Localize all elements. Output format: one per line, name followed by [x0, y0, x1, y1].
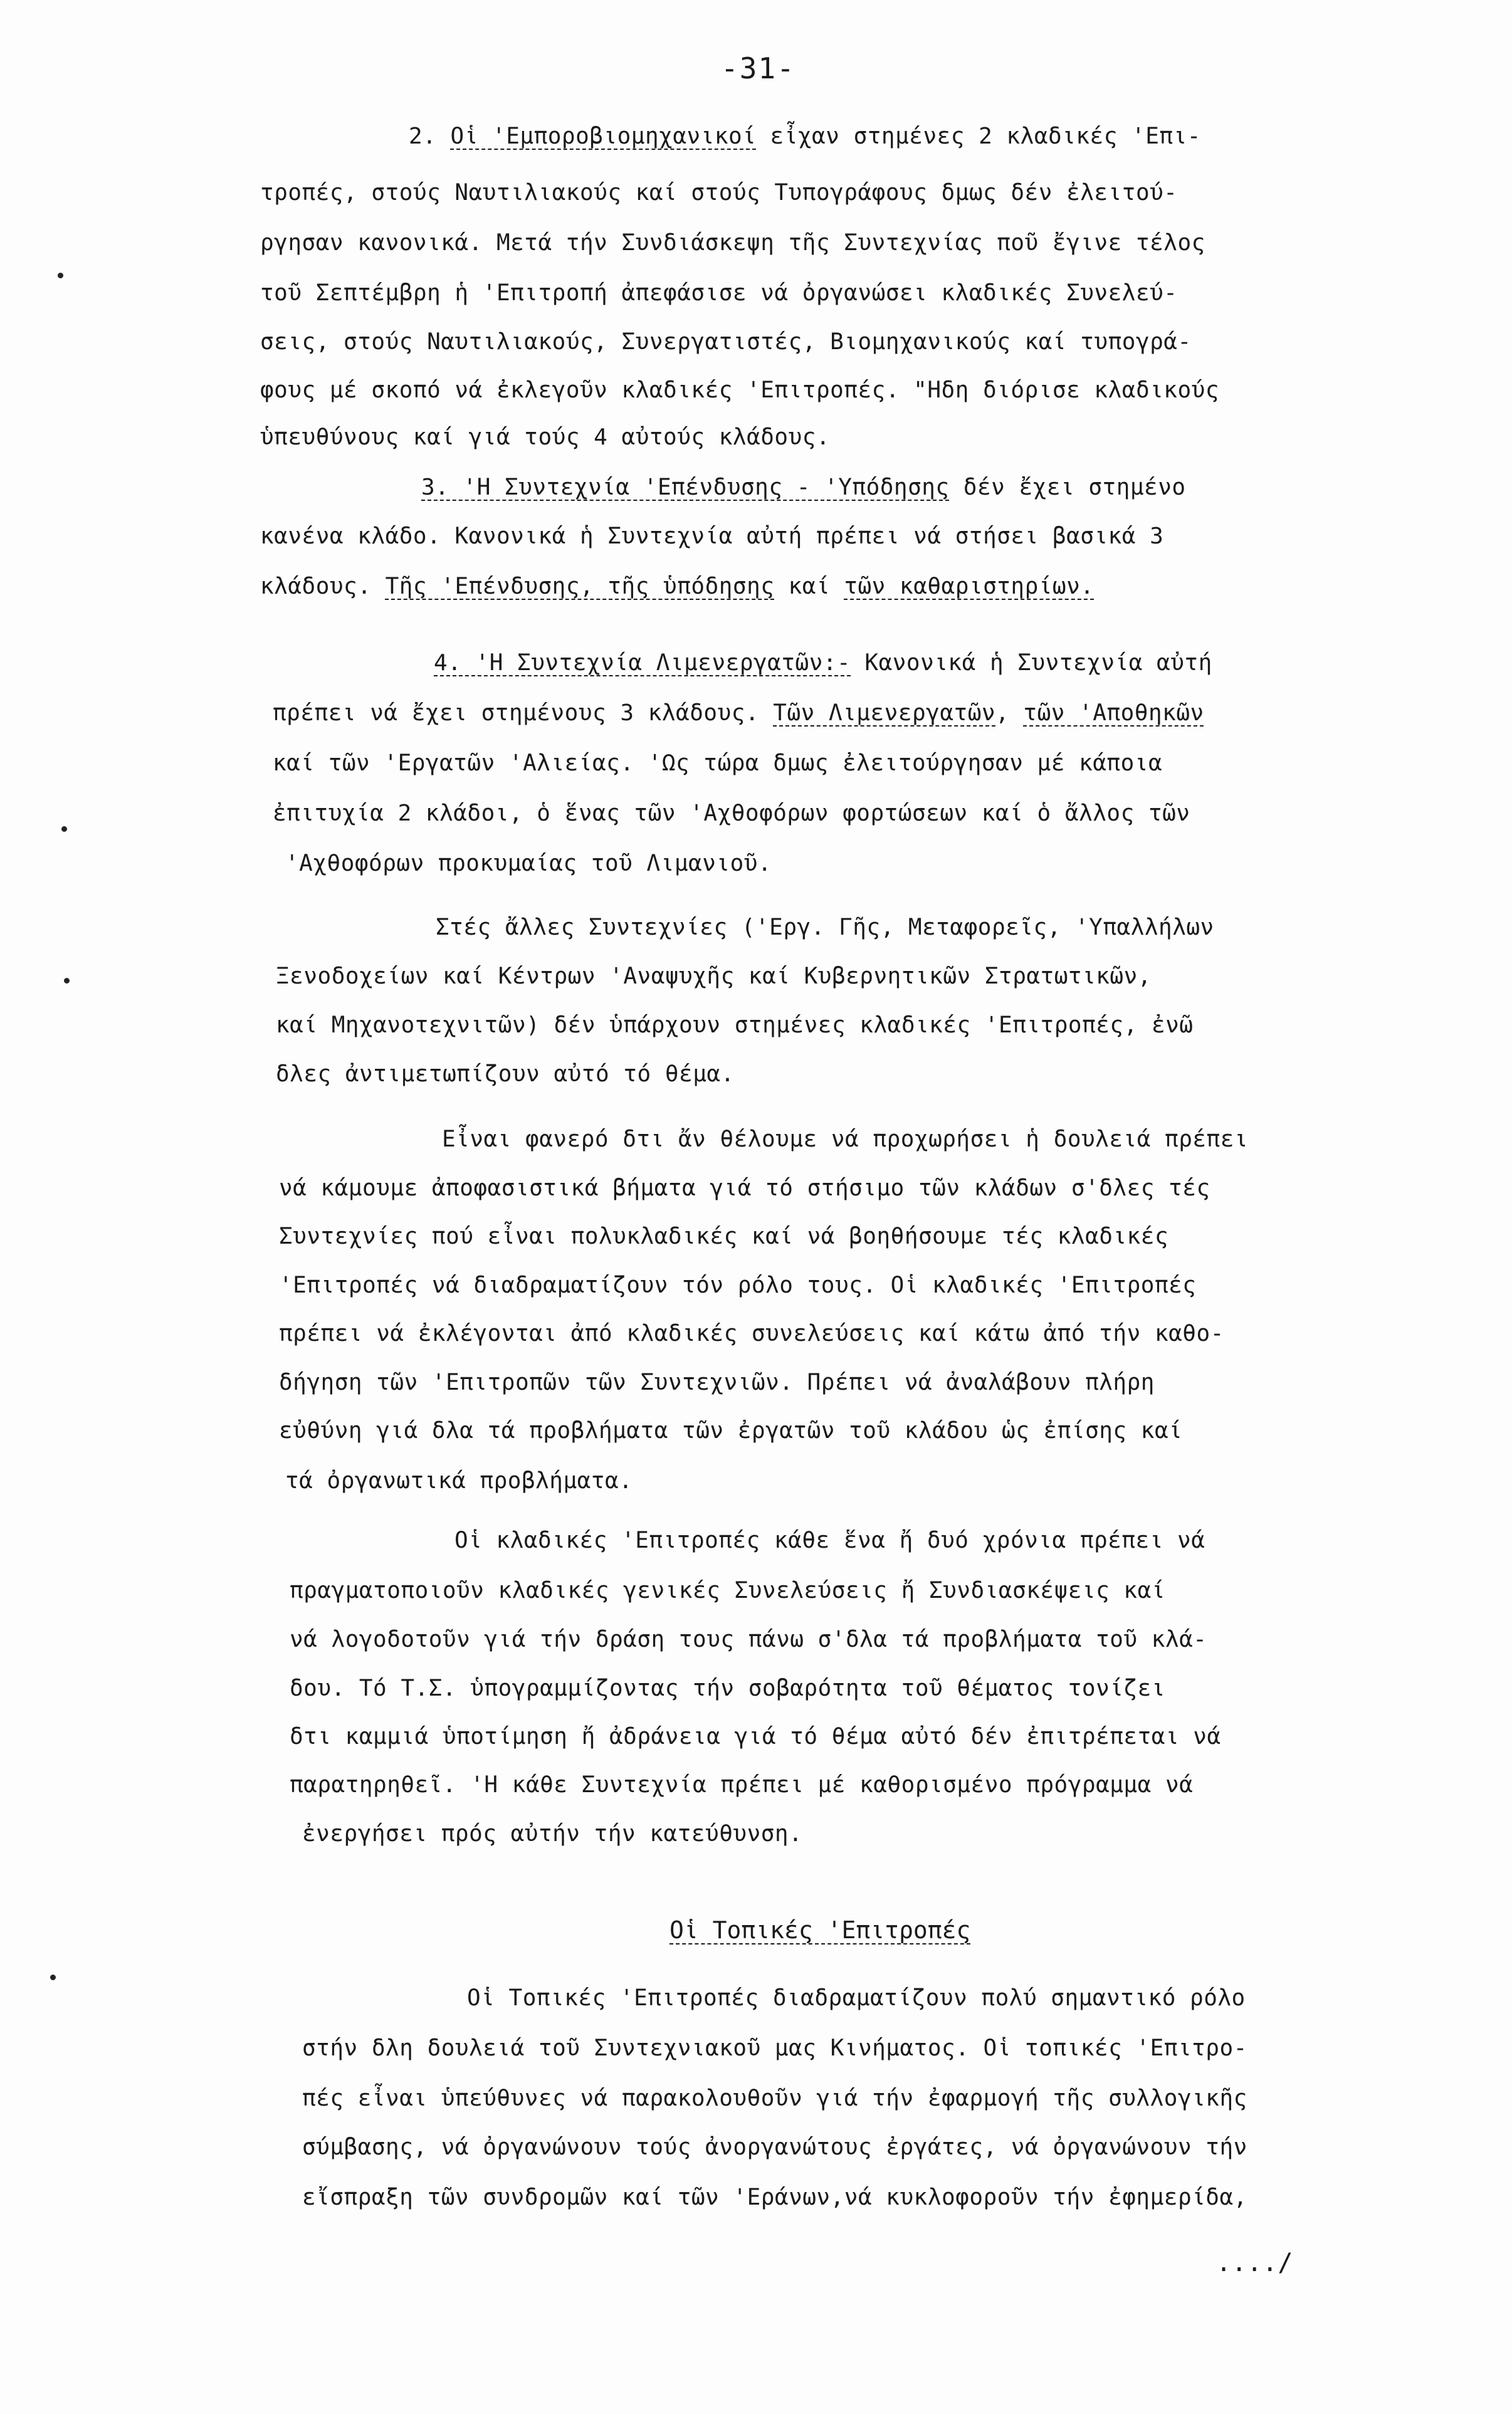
paragraph-6-line-2: πραγματοποιοῦν κλαδικές γενικές Συνελεύσεις ἤ Συνδιασκέψεις καί	[290, 1578, 1165, 1603]
underlined-phrase: τῶν καθαριστηρίων.	[844, 574, 1095, 599]
paragraph-4-line-1: Στές ἄλλες Συντεχνίες ('Εργ. Γῆς, Μεταφορεῖς, 'Υπαλλήλων	[436, 915, 1214, 940]
margin-dot	[58, 273, 63, 278]
continuation-marker: ..../	[1216, 2249, 1293, 2277]
underlined-phrase: 3. 'Η Συντεχνία 'Επένδυσης - 'Υπόδησης	[421, 475, 950, 500]
paragraph-1-line-3: ργησαν κανονικά. Μετά τήν Συνδιάσκεψη τῆς Συντεχνίας ποῦ ἔγινε τέλος	[260, 230, 1205, 256]
paragraph-5-line-1: Εἶναι φανερό δτι ἄν θέλουμε νά προχωρήσει ἡ δουλειά πρέπει	[442, 1126, 1249, 1152]
paragraph-6-line-4: δου. Τό Τ.Σ. ὑπογραμμίζοντας τήν σοβαρότητα τοῦ θέματος τονίζει	[290, 1676, 1165, 1701]
paragraph-3-line-4: ἐπιτυχία 2 κλάδοι, ὁ ἕνας τῶν 'Αχθοφόρων φορτώσεων καί ὁ ἄλλος τῶν	[273, 800, 1190, 826]
paragraph-3-line-3: καί τῶν 'Εργατῶν 'Αλιείας. 'Ως τώρα δμως ἐλειτούργησαν μέ κάποια	[273, 750, 1163, 776]
paragraph-6-line-7: ἐνεργήσει πρός αὐτήν τήν κατεύθυνση.	[302, 1821, 803, 1847]
margin-dot	[64, 978, 70, 984]
paragraph-3-line-1: 4. 'Η Συντεχνία Λιμενεργατῶν:- Κανονικά ἡ Συντεχνία αὐτή	[434, 650, 1212, 676]
paragraph-4-line-2: Ξενοδοχείων καί Κέντρων 'Αναψυχῆς καί Κυβερνητικῶν Στρατωτικῶν,	[276, 963, 1152, 989]
paragraph-7-line-4: σύμβασης, νά ὀργανώνουν τούς ἀνοργανώτους ἐργάτες, νά ὀργανώνουν τήν	[302, 2134, 1247, 2160]
paragraph-1-line-1: 2. Οἱ 'Εμποροβιομηχανικοί εἶχαν στημένες 2 κλαδικές 'Επι-	[409, 123, 1201, 149]
paragraph-5-line-4: 'Επιτροπές νά διαδραματίζουν τόν ρόλο τους. Οἱ κλαδικές 'Επιτροπές	[279, 1273, 1197, 1298]
paragraph-1-line-5: σεις, στούς Ναυτιλιακούς, Συνεργατιστές, Βιομηχανικούς καί τυπογρά-	[260, 329, 1192, 355]
paragraph-6-line-5: δτι καμμιά ὑποτίμηση ἤ ἀδράνεια γιά τό θέμα αὐτό δέν ἐπιτρέπεται νά	[290, 1724, 1221, 1750]
underlined-phrase: 4. 'Η Συντεχνία Λιμενεργατῶν:-	[434, 650, 851, 676]
paragraph-7-line-2: στήν δλη δουλειά τοῦ Συντεχνιακοῦ μας Κινήματος. Οἱ τοπικές 'Επιτρο-	[302, 2035, 1247, 2061]
paragraph-2-line-3: κλάδους. Τῆς 'Επένδυσης, τῆς ὑπόδησης καί τῶν καθαριστηρίων.	[260, 574, 1095, 599]
paragraph-1-line-4: τοῦ Σεπτέμβρη ἡ 'Επιτροπή ἀπεφάσισε νά ὀργανώσει κλαδικές Συνελεύ-	[260, 280, 1178, 306]
paragraph-3-line-2: πρέπει νά ἔχει στημένους 3 κλάδους. Τῶν Λιμενεργατῶν, τῶν 'Αποθηκῶν	[273, 700, 1204, 726]
paragraph-2-line-1: 3. 'Η Συντεχνία 'Επένδυσης - 'Υπόδησης δέν ἔχει στημένο	[421, 475, 1186, 500]
page-number: -31-	[721, 51, 795, 85]
paragraph-5-line-3: Συντεχνίες πού εἶναι πολυκλαδικές καί νά βοηθήσουμε τές κλαδικές	[279, 1224, 1169, 1249]
paragraph-7-line-3: πές εἶναι ὑπεύθυνες νά παρακολουθοῦν γιά τήν ἐφαρμογή τῆς συλλογικῆς	[302, 2086, 1247, 2111]
paragraph-6-line-1: Οἱ κλαδικές 'Επιτροπές κάθε ἕνα ἤ δυό χρόνια πρέπει νά	[454, 1528, 1205, 1553]
paragraph-7-line-1: Οἱ Τοπικές 'Επιτροπές διαδραματίζουν πολύ σημαντικό ρόλο	[467, 1985, 1246, 2011]
underlined-phrase: Τῶν Λιμενεργατῶν	[773, 700, 996, 726]
paragraph-1-line-7: ὑπευθύνους καί γιά τούς 4 αὐτούς κλάδους.	[260, 424, 831, 450]
paragraph-1-line-6: φους μέ σκοπό νά ἐκλεγοῦν κλαδικές 'Επιτροπές. "Ηδη διόρισε κλαδικούς	[260, 377, 1219, 403]
paragraph-4-line-4: δλες ἀντιμετωπίζουν αὐτό τό θέμα.	[276, 1061, 735, 1087]
paragraph-5-line-6: δήγηση τῶν 'Επιτροπῶν τῶν Συντεχνιῶν. Πρέπει νά ἀναλάβουν πλήρη	[279, 1370, 1155, 1395]
paragraph-6-line-6: παρατηρηθεῖ. 'Η κάθε Συντεχνία πρέπει μέ καθορισμένο πρόγραμμα νά	[290, 1772, 1194, 1798]
paragraph-5-line-8: τά ὀργανωτικά προβλήματα.	[285, 1468, 633, 1494]
underlined-phrase: Οἱ 'Εμποροβιομηχανικοί	[450, 123, 757, 149]
paragraph-7-line-5: εἴσπραξη τῶν συνδρομῶν καί τῶν 'Εράνων,νά κυκλοφοροῦν τήν ἐφημερίδα,	[302, 2185, 1247, 2210]
paragraph-1-line-2: τροπές, στούς Ναυτιλιακούς καί στούς Τυπογράφους δμως δέν ἐλειτού-	[260, 180, 1178, 206]
paragraph-6-line-3: νά λογοδοτοῦν γιά τήν δράση τους πάνω σ'δλα τά προβλήματα τοῦ κλά-	[290, 1627, 1207, 1652]
underlined-phrase: τῶν 'Αποθηκῶν	[1023, 700, 1204, 726]
underlined-phrase: Τῆς 'Επένδυσης, τῆς ὑπόδησης	[385, 574, 775, 599]
paragraph-3-line-5: 'Αχθοφόρων προκυμαίας τοῦ Λιμανιοῦ.	[285, 851, 772, 876]
section-heading: Οἱ Τοπικές 'Επιτροπές	[669, 1916, 971, 1944]
paragraph-4-line-3: καί Μηχανοτεχνιτῶν) δέν ὑπάρχουν στημένες κλαδικές 'Επιτροπές, ἐνῶ	[276, 1012, 1194, 1038]
paragraph-5-line-5: πρέπει νά ἐκλέγονται ἀπό κλαδικές συνελεύσεις καί κάτω ἀπό τήν καθο-	[279, 1321, 1224, 1346]
margin-dot	[61, 826, 67, 832]
paragraph-5-line-7: εὐθύνη γιά δλα τά προβλήματα τῶν ἐργατῶν τοῦ κλάδου ὡς ἐπίσης καί	[279, 1418, 1183, 1444]
paragraph-2-line-2: κανένα κλάδο. Κανονικά ἡ Συντεχνία αὐτή πρέπει νά στήσει βασικά 3	[260, 523, 1164, 549]
paragraph-5-line-2: νά κάμουμε ἀποφασιστικά βήματα γιά τό στήσιμο τῶν κλάδων σ'δλες τές	[279, 1175, 1210, 1201]
margin-dot	[50, 1975, 56, 1980]
